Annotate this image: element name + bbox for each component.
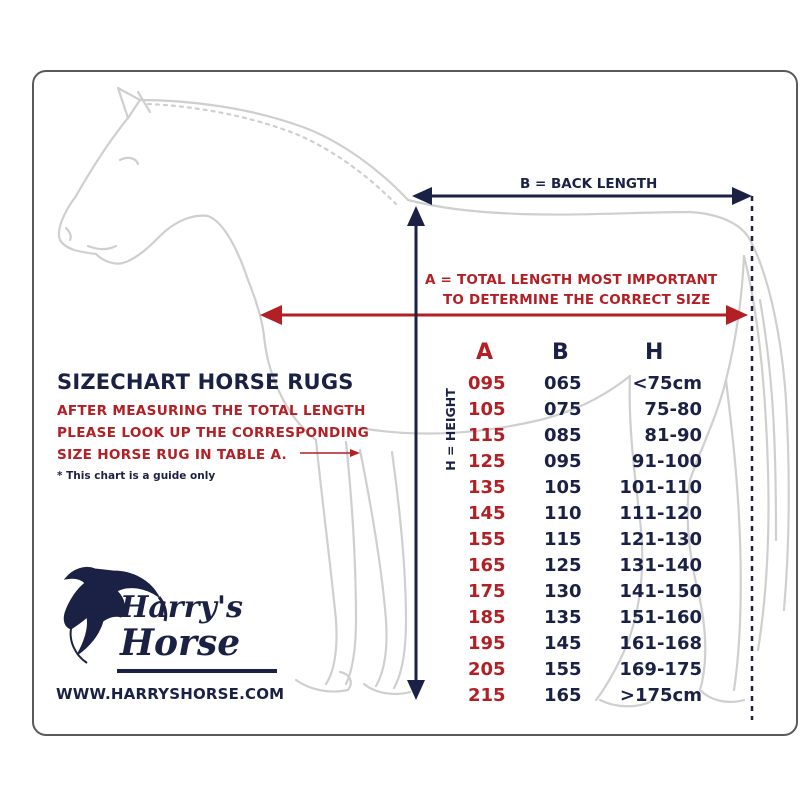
table-cell-a: 215: [468, 685, 506, 706]
table-cell-b: 115: [544, 529, 582, 550]
table-cell-b: 135: [544, 607, 582, 628]
total-length-label: TO DETERMINE THE CORRECT SIZE: [443, 292, 711, 308]
height-label: H = HEIGHT: [442, 388, 458, 471]
page-title: SIZECHART HORSE RUGS: [57, 370, 354, 394]
table-cell-h: 101-110: [619, 477, 702, 498]
table-pointer-arrow: [300, 449, 360, 457]
table-cell-b: 085: [544, 425, 582, 446]
back-length-label: B = BACK LENGTH: [520, 176, 658, 192]
instruction-line: SIZE HORSE RUG IN TABLE A.: [57, 447, 288, 463]
table-cell-h: 161-168: [619, 633, 702, 654]
height-arrow: [407, 206, 425, 700]
table-cell-a: 165: [468, 555, 506, 576]
table-cell-a: 155: [468, 529, 506, 550]
table-cell-b: 130: [544, 581, 582, 602]
table-cell-h: 121-130: [619, 529, 702, 550]
table-cell-a: 175: [468, 581, 506, 602]
table-header-a: A: [476, 340, 494, 365]
instruction-line: PLEASE LOOK UP THE CORRESPONDING: [57, 425, 370, 441]
total-length-arrow: [260, 305, 748, 325]
table-cell-b: 105: [544, 477, 582, 498]
table-cell-b: 065: [544, 373, 582, 394]
table-cell-h: 111-120: [619, 503, 702, 524]
table-cell-b: 145: [544, 633, 582, 654]
table-cell-b: 165: [544, 685, 582, 706]
table-cell-h: 141-150: [619, 581, 702, 602]
table-cell-a: 185: [468, 607, 506, 628]
table-cell-h: 131-140: [619, 555, 702, 576]
table-cell-a: 135: [468, 477, 506, 498]
table-cell-a: 115: [468, 425, 506, 446]
guide-note: * This chart is a guide only: [57, 470, 216, 482]
table-cell-a: 105: [468, 399, 506, 420]
table-cell-h: 91-100: [631, 451, 702, 472]
instruction-line: AFTER MEASURING THE TOTAL LENGTH: [57, 403, 366, 419]
table-cell-a: 125: [468, 451, 506, 472]
table-cell-b: 095: [544, 451, 582, 472]
table-cell-a: 095: [468, 373, 506, 394]
table-cell-h: <75cm: [632, 373, 702, 394]
table-cell-h: >175cm: [619, 685, 702, 706]
table-cell-b: 110: [544, 503, 582, 524]
table-cell-h: 151-160: [619, 607, 702, 628]
logo-wordmark: Harry's: [120, 590, 243, 625]
table-cell-a: 145: [468, 503, 506, 524]
table-cell-b: 075: [544, 399, 582, 420]
table-cell-h: 81-90: [644, 425, 702, 446]
table-cell-b: 125: [544, 555, 582, 576]
logo-wordmark: Horse: [120, 622, 241, 664]
table-header-h: H: [645, 340, 664, 365]
table-cell-h: 75-80: [644, 399, 702, 420]
table-header-b: B: [552, 340, 569, 365]
website-link[interactable]: WWW.HARRYSHORSE.COM: [56, 685, 285, 703]
table-cell-b: 155: [544, 659, 582, 680]
table-cell-a: 195: [468, 633, 506, 654]
table-cell-a: 205: [468, 659, 506, 680]
table-cell-h: 169-175: [619, 659, 702, 680]
total-length-label: A = TOTAL LENGTH MOST IMPORTANT: [425, 272, 718, 288]
